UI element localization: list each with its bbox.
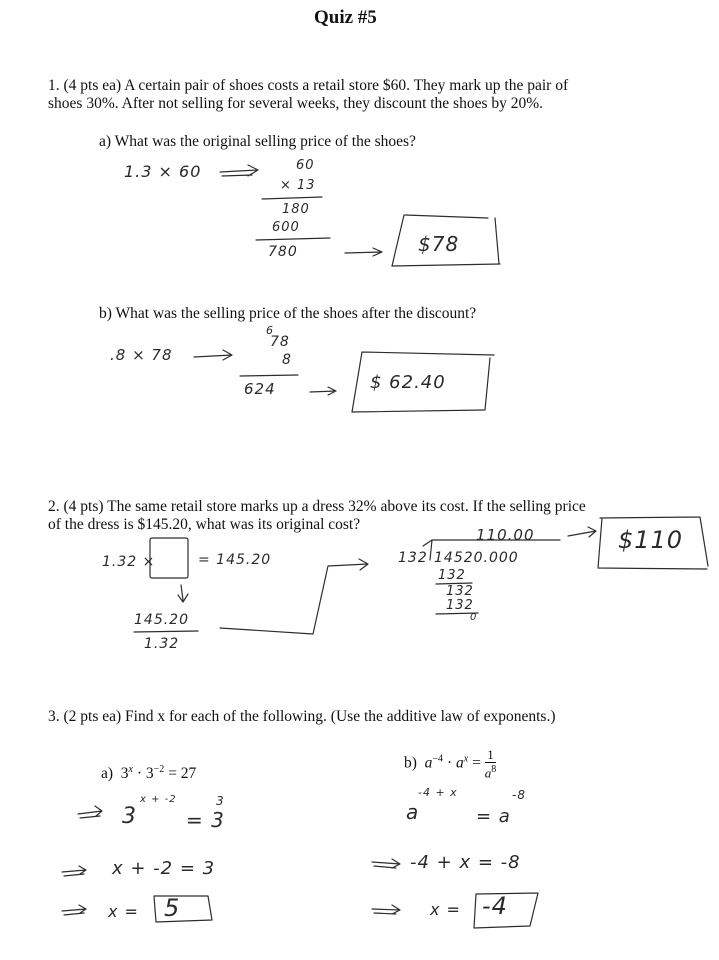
q3b-fraction: $\frac{1}{a^8}$ — [484, 747, 497, 781]
q1-stem-line1: 1. (4 pts ea) A certain pair of shoes costs a retail store $60. They mark up the pair of — [48, 77, 569, 94]
mult-rule — [256, 238, 330, 240]
q1b-prompt: b) What was the selling price of the shoes after the discount? — [99, 305, 477, 322]
q1b-expression: .8 × 78 — [110, 346, 173, 364]
page-title: Quiz #5 — [314, 7, 377, 28]
q1a-partial1: 180 — [282, 202, 310, 217]
unknown-box — [150, 538, 188, 578]
arrow-icon — [62, 905, 86, 915]
q1b-mult-top: 78 — [270, 334, 290, 350]
q3b-label: b) — [404, 754, 417, 772]
arrow-icon — [78, 806, 102, 818]
q1b-carry: 6 — [266, 324, 274, 337]
q2-answer: $110 — [618, 526, 684, 554]
q3b-answer: -4 — [482, 892, 508, 920]
q1a-mult-top: 60 — [296, 158, 315, 173]
q3b-line1-rhs-exponent: -8 — [512, 788, 526, 802]
q3b-line2: -4 + x = -8 — [410, 852, 521, 873]
q2-divisor: 132 — [398, 550, 428, 566]
q2-step1: 132 — [438, 568, 466, 583]
q1-stem-line2: shoes 30%. After not selling for several weeks, they discount the shoes by 20%. — [48, 95, 544, 112]
q2-rhs: = 145.20 — [198, 552, 272, 568]
arrow-icon — [372, 905, 400, 914]
q2-fraction-numerator: 145.20 — [134, 612, 189, 628]
q3b-line3: x = — [430, 900, 461, 919]
arrow-icon — [345, 248, 382, 256]
q1b-mult-bottom: 8 — [282, 352, 292, 368]
connector-line — [220, 559, 368, 634]
q3b-line1-base: a — [406, 800, 420, 824]
arrow-icon — [62, 866, 86, 876]
mult-rule — [240, 375, 298, 376]
fraction-bar — [134, 631, 198, 632]
q1b-answer: $ 62.40 — [370, 372, 446, 393]
q3a-label: a) — [101, 765, 114, 783]
arrow-icon — [194, 350, 232, 360]
arrow-icon — [220, 165, 258, 176]
q2-remainder: 0 — [470, 612, 478, 623]
q3b-line1-exponent: -4 + x — [418, 786, 458, 799]
q1a-partial2: 600 — [272, 220, 300, 235]
q3a-answer: 5 — [164, 894, 181, 922]
q3a-line2: x + -2 = 3 — [112, 858, 216, 879]
q2-stem-line1: 2. (4 pts) The same retail store marks up a dress 32% above its cost. If the selling price — [48, 498, 586, 515]
q1a-mult-bottom: × 13 — [280, 178, 316, 193]
q2-dividend: 14520.000 — [434, 550, 519, 566]
q1b-product: 624 — [244, 380, 276, 398]
mult-rule — [262, 197, 322, 199]
q2-quotient: 110.00 — [476, 526, 535, 544]
q2-step3: 132 — [446, 598, 474, 613]
q1a-prompt: a) What was the original selling price of the shoes? — [99, 133, 416, 150]
arrow-down-icon — [178, 585, 188, 602]
q3a-line1-exponent: x + -2 — [140, 794, 177, 805]
q3a-line1-rhs-exponent: 3 — [216, 794, 225, 808]
q3a-line1-rhs: = 3 — [186, 808, 225, 832]
q2-stem-line2: of the dress is $145.20, what was its original cost? — [48, 516, 361, 533]
q2-step2: 132 — [446, 584, 474, 599]
arrow-icon — [568, 527, 596, 537]
q3-stem: 3. (2 pts ea) Find x for each of the following. (Use the additive law of exponents.) — [48, 708, 556, 725]
q3a-equation: a) $3^x \cdot 3^{-2} = 27$ — [101, 764, 197, 783]
q3a-line3: x = — [108, 902, 139, 921]
q1a-product: 780 — [268, 244, 298, 260]
arrow-icon — [310, 387, 336, 395]
q2-lhs: 1.32 × — [102, 554, 156, 570]
q3b-line1-rhs: = a — [476, 806, 511, 827]
arrow-icon — [372, 859, 400, 868]
q3b-equation: b) $a^{-4} \cdot a^x$ = $\frac{1}{a^8}$ — [404, 747, 497, 781]
q3a-line1-base: 3 — [122, 804, 137, 829]
q1a-answer: $78 — [418, 232, 460, 256]
q1a-expression: 1.3 × 60 — [124, 162, 202, 181]
q2-fraction-denominator: 1.32 — [144, 636, 180, 652]
answer-box — [154, 896, 212, 922]
